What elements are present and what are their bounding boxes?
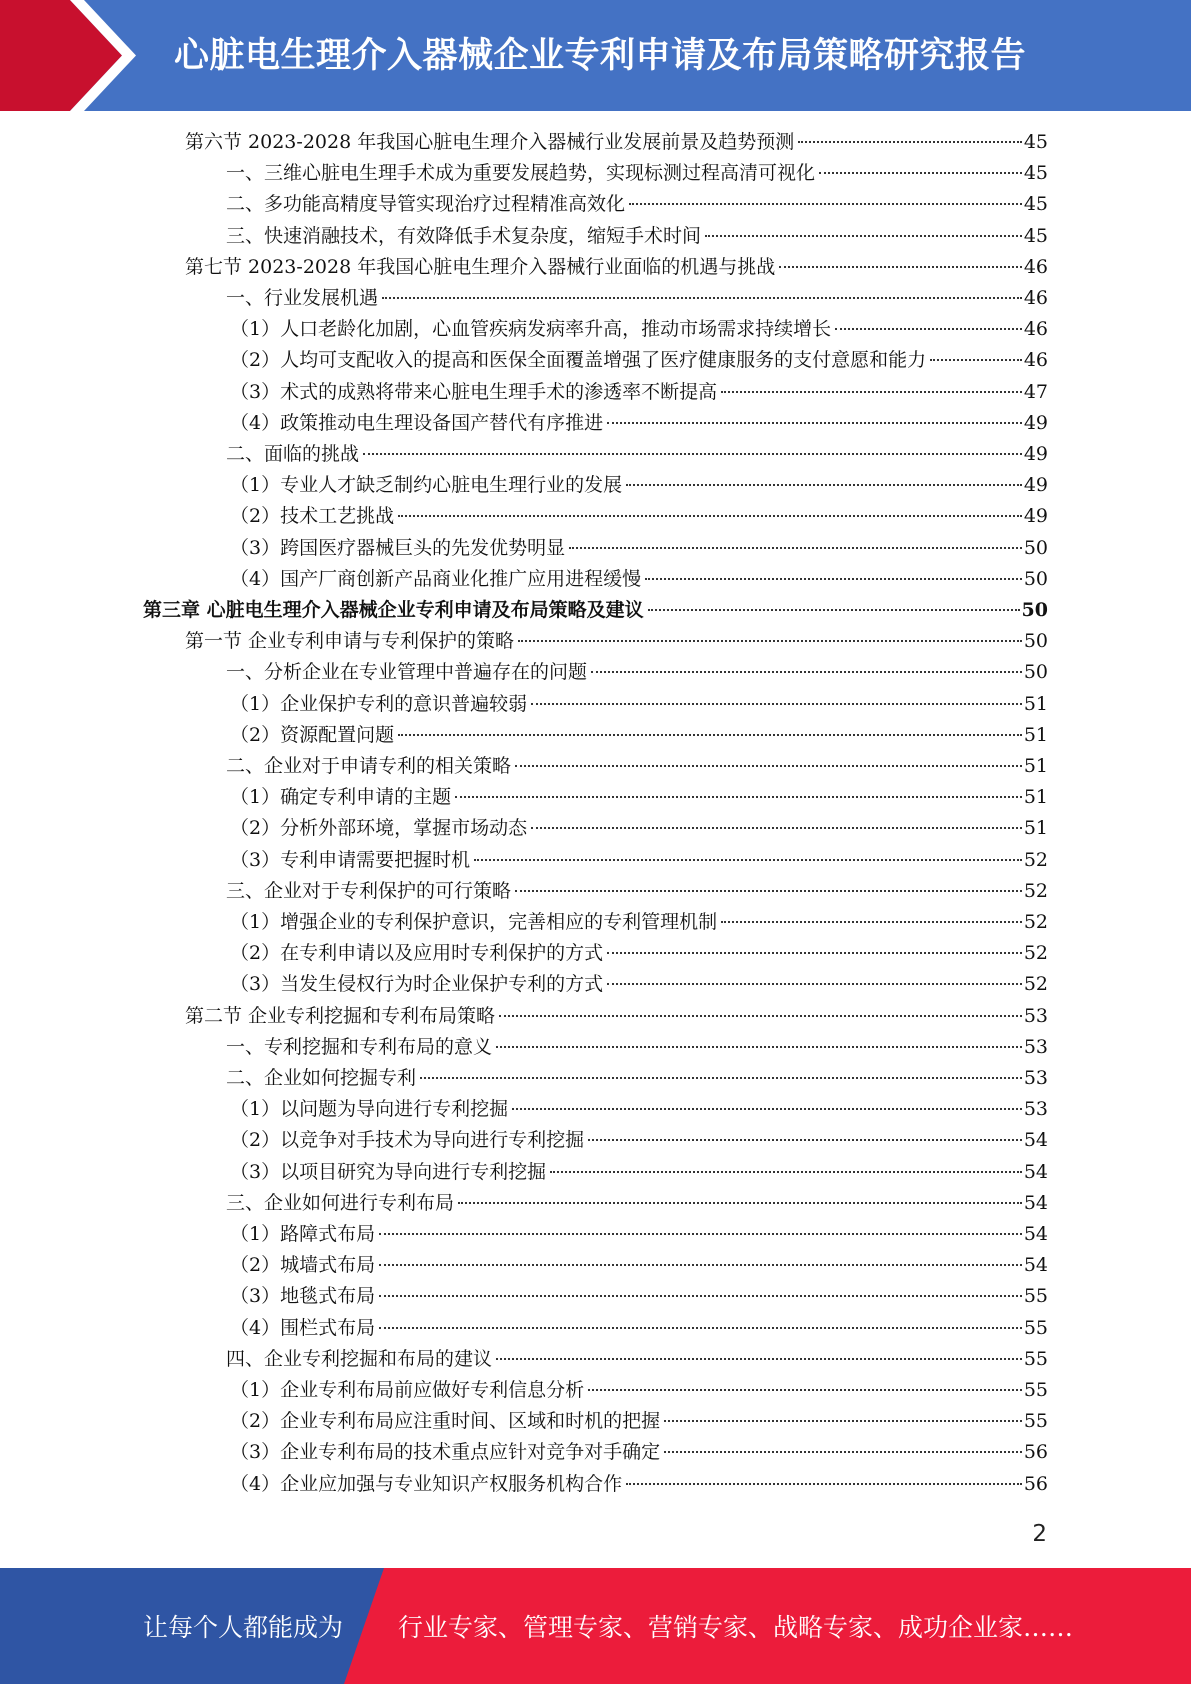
toc-entry-page: 51 bbox=[1023, 755, 1048, 777]
toc-entry-page: 56 bbox=[1023, 1472, 1048, 1495]
footer-slogan-right: 行业专家、管理专家、营销专家、战略专家、成功企业家…… bbox=[398, 1613, 1074, 1642]
toc-dot-leader bbox=[512, 1108, 1022, 1110]
toc-dot-leader bbox=[398, 515, 1022, 517]
toc-dot-leader bbox=[591, 671, 1022, 673]
toc-entry[interactable] bbox=[230, 938, 1048, 969]
toc-entry-title: 二、企业如何挖掘专利 bbox=[226, 1067, 417, 1089]
toc-entry[interactable] bbox=[230, 345, 1048, 376]
toc-entry-page: 52 bbox=[1023, 942, 1048, 965]
toc-dot-leader bbox=[379, 1295, 1022, 1297]
toc-entry-title: （2）人均可支配收入的提高和医保全面覆盖增强了医疗健康服务的支付意愿和能力 bbox=[230, 349, 927, 372]
toc-entry-title: 二、面临的挑战 bbox=[226, 443, 360, 465]
toc-dot-leader bbox=[648, 609, 1020, 611]
toc-dot-leader bbox=[515, 890, 1022, 892]
toc-entry-title: （3）当发生侵权行为时企业保护专利的方式 bbox=[230, 973, 604, 996]
toc-entry-title: （3）地毯式布局 bbox=[230, 1285, 376, 1308]
toc-entry-title: （1）增强企业的专利保护意识，完善相应的专利管理机制 bbox=[230, 911, 718, 933]
toc-entry-title: 第六节 2023-2028 年我国心脏电生理介入器械行业发展前景及趋势预测 bbox=[185, 131, 795, 153]
toc-entry[interactable] bbox=[230, 533, 1048, 564]
toc-entry-page: 50 bbox=[1021, 599, 1048, 621]
toc-dot-leader bbox=[496, 1358, 1022, 1360]
toc-entry[interactable] bbox=[230, 377, 1048, 408]
toc-entry-page: 51 bbox=[1023, 692, 1048, 715]
toc-dot-leader bbox=[518, 640, 1022, 642]
toc-entry-title: （1）路障式布局 bbox=[230, 1223, 376, 1245]
toc-entry-title: （4）国产厂商创新产品商业化推广应用进程缓慢 bbox=[230, 567, 642, 590]
toc-dot-leader bbox=[398, 734, 1022, 736]
toc-dot-leader bbox=[474, 859, 1022, 861]
toc-entry-page: 52 bbox=[1023, 911, 1048, 933]
toc-entry-title: 一、行业发展机遇 bbox=[226, 287, 379, 309]
toc-entry[interactable] bbox=[226, 1032, 1048, 1063]
toc-entry[interactable] bbox=[230, 470, 1048, 501]
header-chevron-decoration bbox=[0, 0, 160, 111]
toc-entry-title: 二、多功能高精度导管实现治疗过程精准高效化 bbox=[226, 193, 626, 216]
toc-entry-page: 45 bbox=[1023, 162, 1048, 185]
toc-entry[interactable] bbox=[230, 1375, 1048, 1406]
toc-entry-page: 52 bbox=[1023, 848, 1048, 871]
toc-dot-leader bbox=[588, 1139, 1022, 1141]
toc-entry[interactable] bbox=[230, 1281, 1048, 1312]
toc-entry-title: 一、专利挖掘和专利布局的意义 bbox=[226, 1035, 493, 1058]
toc-entry[interactable] bbox=[226, 283, 1048, 314]
toc-entry-page: 50 bbox=[1023, 567, 1048, 590]
toc-entry-page: 46 bbox=[1023, 349, 1048, 372]
toc-entry-page: 53 bbox=[1023, 1067, 1048, 1089]
toc-entry[interactable] bbox=[230, 969, 1048, 1000]
toc-entry[interactable] bbox=[226, 189, 1048, 220]
toc-dot-leader bbox=[629, 203, 1022, 205]
toc-entry[interactable] bbox=[230, 907, 1048, 938]
toc-entry-title: （4）企业应加强与专业知识产权服务机构合作 bbox=[230, 1472, 623, 1495]
toc-entry-page: 46 bbox=[1023, 255, 1048, 278]
toc-entry-page: 45 bbox=[1023, 131, 1048, 153]
toc-entry-title: 一、分析企业在专业管理中普遍存在的问题 bbox=[226, 661, 588, 684]
toc-entry-page: 45 bbox=[1023, 193, 1048, 216]
toc-entry-title: 二、企业对于申请专利的相关策略 bbox=[226, 755, 512, 777]
toc-entry-title: 三、快速消融技术，有效降低手术复杂度，缩短手术时间 bbox=[226, 224, 702, 247]
toc-entry[interactable] bbox=[226, 221, 1048, 252]
page-footer bbox=[0, 1568, 1191, 1684]
toc-entry-title: （2）城墙式布局 bbox=[230, 1254, 376, 1277]
toc-dot-leader bbox=[779, 266, 1022, 268]
toc-entry-title: （2）以竞争对手技术为导向进行专利挖掘 bbox=[230, 1129, 585, 1152]
toc-entry-page: 50 bbox=[1023, 661, 1048, 684]
toc-dot-leader bbox=[379, 1327, 1022, 1329]
toc-entry[interactable] bbox=[226, 439, 1048, 470]
toc-entry-page: 51 bbox=[1023, 723, 1048, 746]
toc-entry-page: 51 bbox=[1023, 817, 1048, 840]
toc-entry[interactable] bbox=[230, 1157, 1048, 1188]
toc-entry[interactable] bbox=[230, 1250, 1048, 1281]
toc-entry-page: 54 bbox=[1023, 1191, 1048, 1214]
toc-dot-leader bbox=[569, 547, 1022, 549]
toc-entry[interactable] bbox=[230, 408, 1048, 439]
toc-dot-leader bbox=[645, 578, 1022, 580]
toc-entry-title: 第七节 2023-2028 年我国心脏电生理介入器械行业面临的机遇与挑战 bbox=[185, 255, 776, 278]
toc-entry-title: （2）技术工艺挑战 bbox=[230, 505, 395, 528]
toc-dot-leader bbox=[499, 1015, 1022, 1017]
toc-entry-page: 45 bbox=[1023, 224, 1048, 247]
toc-entry[interactable] bbox=[226, 876, 1048, 907]
toc-entry-page: 53 bbox=[1023, 1035, 1048, 1058]
toc-entry-title: 第三章 心脏电生理介入器械企业专利申请及布局策略及建议 bbox=[143, 599, 644, 621]
toc-entry-title: 三、企业对于专利保护的可行策略 bbox=[226, 879, 512, 902]
toc-dot-leader bbox=[379, 1233, 1022, 1235]
toc-dot-leader bbox=[721, 391, 1022, 393]
toc-entry-title: （1）企业专利布局前应做好专利信息分析 bbox=[230, 1379, 585, 1401]
toc-entry-title: （1）确定专利申请的主题 bbox=[230, 786, 452, 809]
toc-entry-title: （2）在专利申请以及应用时专利保护的方式 bbox=[230, 942, 604, 965]
toc-entry-page: 50 bbox=[1023, 536, 1048, 559]
toc-entry-title: （4）政策推动电生理设备国产替代有序推进 bbox=[230, 411, 604, 434]
toc-entry-title: （2）分析外部环境，掌握市场动态 bbox=[230, 817, 528, 840]
toc-dot-leader bbox=[721, 921, 1022, 923]
toc-entry-page: 54 bbox=[1023, 1223, 1048, 1245]
toc-entry[interactable] bbox=[230, 782, 1048, 813]
toc-entry[interactable] bbox=[230, 813, 1048, 844]
toc-dot-leader bbox=[819, 172, 1022, 174]
toc-entry-page: 46 bbox=[1023, 287, 1048, 309]
report-title: 心脏电生理介入器械企业专利申请及布局策略研究报告 bbox=[174, 36, 1027, 76]
toc-dot-leader bbox=[515, 765, 1022, 767]
toc-dot-leader bbox=[531, 827, 1022, 829]
toc-entry-page: 52 bbox=[1023, 879, 1048, 902]
toc-dot-leader bbox=[458, 1202, 1022, 1204]
toc-entry[interactable] bbox=[230, 845, 1048, 876]
toc-dot-leader bbox=[588, 1389, 1022, 1391]
toc-entry-title: （3）跨国医疗器械巨头的先发优势明显 bbox=[230, 536, 566, 559]
toc-entry-page: 53 bbox=[1023, 1004, 1048, 1027]
toc-entry-page: 55 bbox=[1023, 1285, 1048, 1308]
toc-dot-leader bbox=[705, 235, 1022, 237]
toc-entry[interactable] bbox=[230, 1437, 1048, 1468]
toc-entry[interactable] bbox=[230, 1469, 1048, 1500]
toc-entry-title: （3）专利申请需要把握时机 bbox=[230, 848, 471, 871]
toc-dot-leader bbox=[496, 1046, 1022, 1048]
toc-dot-leader bbox=[798, 141, 1022, 143]
toc-entry[interactable] bbox=[226, 1063, 1048, 1094]
toc-entry[interactable] bbox=[226, 158, 1048, 189]
toc-entry[interactable] bbox=[230, 689, 1048, 720]
toc-entry[interactable] bbox=[230, 1219, 1048, 1250]
toc-entry-title: （3）企业专利布局的技术重点应针对竞争对手确定 bbox=[230, 1441, 661, 1464]
toc-entry-title: （4）围栏式布局 bbox=[230, 1316, 376, 1339]
toc-entry-page: 49 bbox=[1023, 474, 1048, 497]
toc-dot-leader bbox=[420, 1077, 1022, 1079]
toc-dot-leader bbox=[664, 1451, 1022, 1453]
toc-entry-title: （1）以问题为导向进行专利挖掘 bbox=[230, 1098, 509, 1121]
toc-entry[interactable] bbox=[143, 595, 1048, 626]
toc-entry-title: （3）以项目研究为导向进行专利挖掘 bbox=[230, 1160, 547, 1183]
toc-dot-leader bbox=[379, 1264, 1022, 1266]
toc-entry-page: 55 bbox=[1023, 1347, 1048, 1370]
toc-entry-page: 54 bbox=[1023, 1129, 1048, 1152]
toc-entry[interactable] bbox=[226, 751, 1048, 782]
toc-dot-leader bbox=[455, 796, 1022, 798]
toc-dot-leader bbox=[363, 453, 1022, 455]
toc-entry-title: （3）术式的成熟将带来心脏电生理手术的渗透率不断提高 bbox=[230, 380, 718, 403]
footer-slogan-left: 让每个人都能成为 bbox=[143, 1613, 344, 1642]
toc-entry-page: 50 bbox=[1023, 630, 1048, 653]
toc-entry[interactable] bbox=[230, 720, 1048, 751]
toc-entry[interactable] bbox=[226, 1188, 1048, 1219]
toc-entry-page: 49 bbox=[1023, 443, 1048, 465]
toc-entry-page: 53 bbox=[1023, 1098, 1048, 1121]
toc-entry-page: 51 bbox=[1023, 786, 1048, 809]
page-number: 2 bbox=[1032, 1521, 1047, 1547]
toc-entry[interactable] bbox=[230, 1406, 1048, 1437]
toc-dot-leader bbox=[607, 952, 1022, 954]
toc-entry-page: 46 bbox=[1023, 318, 1048, 341]
toc-dot-leader bbox=[664, 1420, 1022, 1422]
toc-entry-page: 55 bbox=[1023, 1410, 1048, 1433]
toc-entry-title: 第一节 企业专利申请与专利保护的策略 bbox=[185, 630, 515, 653]
toc-entry[interactable] bbox=[226, 1344, 1048, 1375]
toc-entry-page: 47 bbox=[1023, 380, 1048, 403]
toc-entry[interactable] bbox=[226, 657, 1048, 688]
toc-entry[interactable] bbox=[185, 626, 1048, 657]
toc-dot-leader bbox=[626, 484, 1022, 486]
toc-entry-page: 54 bbox=[1023, 1254, 1048, 1277]
toc-entry-page: 49 bbox=[1023, 505, 1048, 528]
toc-entry-title: 四、企业专利挖掘和布局的建议 bbox=[226, 1347, 493, 1370]
toc-entry[interactable] bbox=[230, 564, 1048, 595]
toc-entry-title: （2）资源配置问题 bbox=[230, 723, 395, 746]
page-header bbox=[0, 0, 1191, 111]
toc-entry-page: 55 bbox=[1023, 1379, 1048, 1401]
toc-entry-title: （1）专业人才缺乏制约心脏电生理行业的发展 bbox=[230, 474, 623, 497]
toc-entry-title: （1）企业保护专利的意识普遍较弱 bbox=[230, 692, 528, 715]
toc-dot-leader bbox=[382, 297, 1022, 299]
toc-dot-leader bbox=[550, 1171, 1022, 1173]
toc-dot-leader bbox=[531, 703, 1022, 705]
toc-entry[interactable] bbox=[185, 1001, 1048, 1032]
toc-entry-title: 一、三维心脏电生理手术成为重要发展趋势，实现标测过程高清可视化 bbox=[226, 162, 816, 185]
toc-entry[interactable] bbox=[230, 501, 1048, 532]
toc-entry-page: 56 bbox=[1023, 1441, 1048, 1464]
toc-entry-title: 第二节 企业专利挖掘和专利布局策略 bbox=[185, 1004, 496, 1027]
toc-entry-page: 52 bbox=[1023, 973, 1048, 996]
toc-entry[interactable] bbox=[230, 1125, 1048, 1156]
toc-dot-leader bbox=[835, 328, 1022, 330]
toc-dot-leader bbox=[930, 359, 1022, 361]
toc-entry[interactable] bbox=[230, 1313, 1048, 1344]
toc-entry-page: 54 bbox=[1023, 1160, 1048, 1183]
toc-entry[interactable] bbox=[230, 314, 1048, 345]
toc-entry-page: 49 bbox=[1023, 411, 1048, 434]
toc-entry-title: （2）企业专利布局应注重时间、区域和时机的把握 bbox=[230, 1410, 661, 1433]
toc-dot-leader bbox=[607, 983, 1022, 985]
toc-entry-title: （1）人口老龄化加剧，心血管疾病发病率升高，推动市场需求持续增长 bbox=[230, 318, 832, 341]
toc-entry[interactable] bbox=[185, 252, 1048, 283]
toc-dot-leader bbox=[607, 422, 1022, 424]
toc-entry[interactable] bbox=[230, 1094, 1048, 1125]
toc-entry[interactable] bbox=[185, 127, 1048, 158]
toc-entry-title: 三、企业如何进行专利布局 bbox=[226, 1191, 455, 1214]
toc-dot-leader bbox=[626, 1483, 1022, 1485]
toc-entry-page: 55 bbox=[1023, 1316, 1048, 1339]
